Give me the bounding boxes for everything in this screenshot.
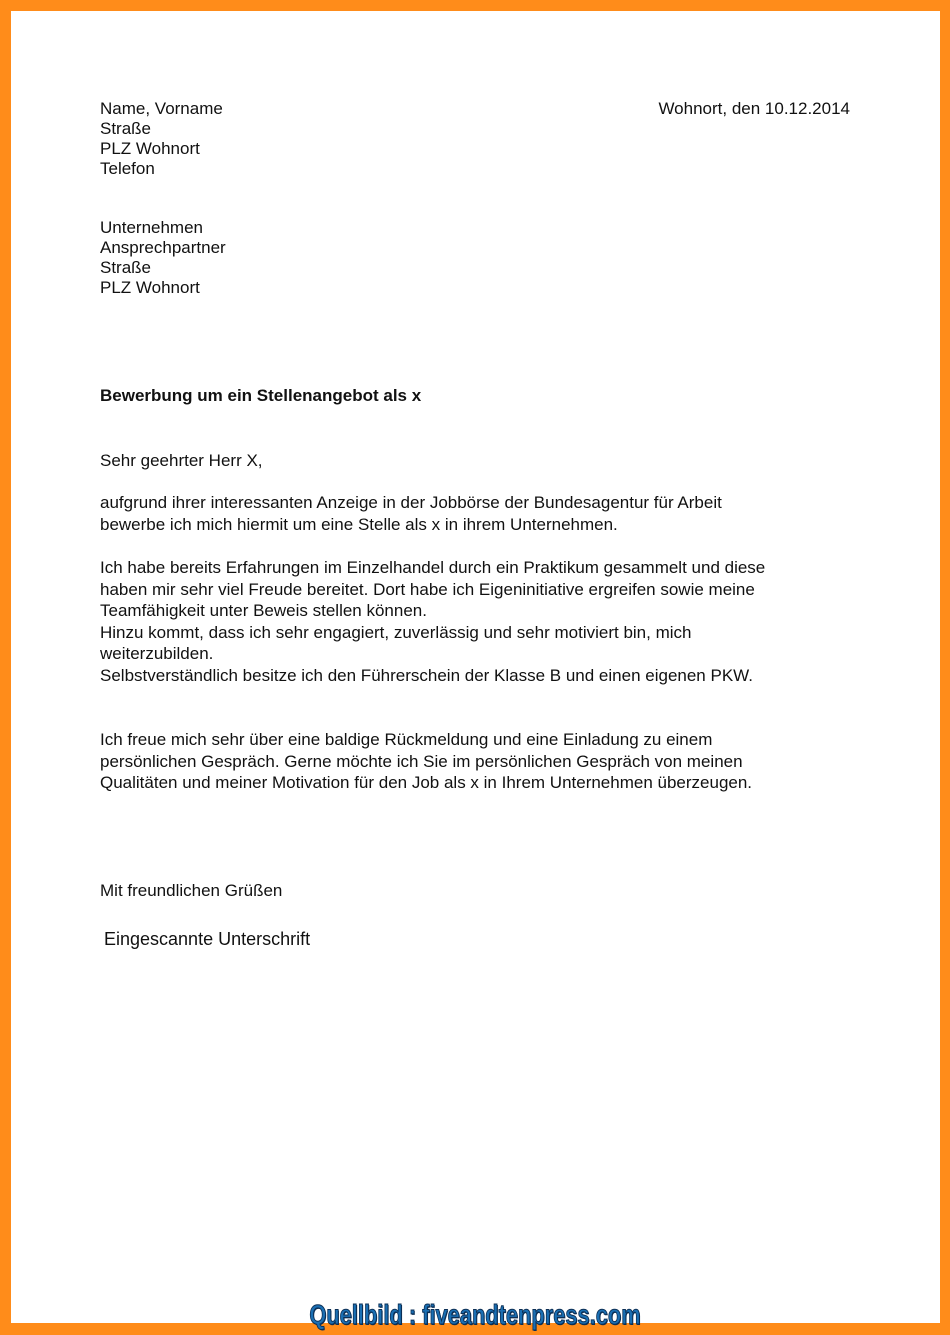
text-line: Hinzu kommt, dass ich sehr engagiert, zuverlässig und sehr motiviert bin, mich: [100, 622, 692, 642]
paragraph-2: [100, 557, 765, 686]
recipient-line: Unternehmen: [100, 218, 204, 237]
place-date: Wohnort, den 10.12.2014: [658, 99, 850, 118]
sender-line: Straße: [100, 119, 152, 138]
sender-address: [100, 98, 223, 180]
recipient-address: [100, 218, 226, 298]
recipient-line: Straße: [100, 258, 152, 277]
signature: Eingescannte Unterschrift: [104, 929, 311, 949]
recipient-line: PLZ Wohnort: [100, 278, 200, 297]
closing: Mit freundlichen Grüßen: [100, 881, 283, 900]
text-line: Ich habe bereits Erfahrungen im Einzelhandel durch ein Praktikum gesammelt und diese: [100, 558, 766, 577]
watermark: Quellbild : fiveandtenpress.com: [309, 1299, 641, 1330]
paragraph-1: [100, 492, 722, 535]
text-line: aufgrund ihrer interessanten Anzeige in der Jobbörse der Bundesagentur für Arbeit: [100, 493, 722, 512]
sender-line: Name, Vorname: [100, 99, 223, 118]
text-line: weiterzubilden.: [100, 644, 214, 663]
text-line: persönlichen Gespräch. Gerne möchte ich Sie im persönlichen Gespräch von meinen: [100, 751, 743, 771]
subject-line: Bewerbung um ein Stellenangebot als x: [100, 386, 422, 405]
paragraph-3: [100, 729, 752, 794]
text-line: Qualitäten und meiner Motivation für den Job als x in Ihrem Unternehmen überzeugen.: [100, 773, 753, 792]
recipient-line: Ansprechpartner: [100, 238, 226, 257]
sender-line: Telefon: [100, 159, 155, 178]
text-line: bewerbe ich mich hiermit um eine Stelle als x in ihrem Unternehmen.: [100, 514, 618, 534]
salutation: Sehr geehrter Herr X,: [100, 451, 263, 470]
text-line: Teamfähigkeit unter Beweis stellen können.: [100, 601, 427, 620]
sender-line: PLZ Wohnort: [100, 139, 200, 158]
text-line: Selbstverständlich besitze ich den Führerschein der Klasse B und einen eigenen PKW.: [100, 665, 753, 685]
text-line: haben mir sehr viel Freude bereitet. Dort habe ich Eigeninitiative ergreifen sowie meine: [100, 579, 755, 599]
text-line: Ich freue mich sehr über eine baldige Rückmeldung und eine Einladung zu einem: [100, 730, 713, 749]
